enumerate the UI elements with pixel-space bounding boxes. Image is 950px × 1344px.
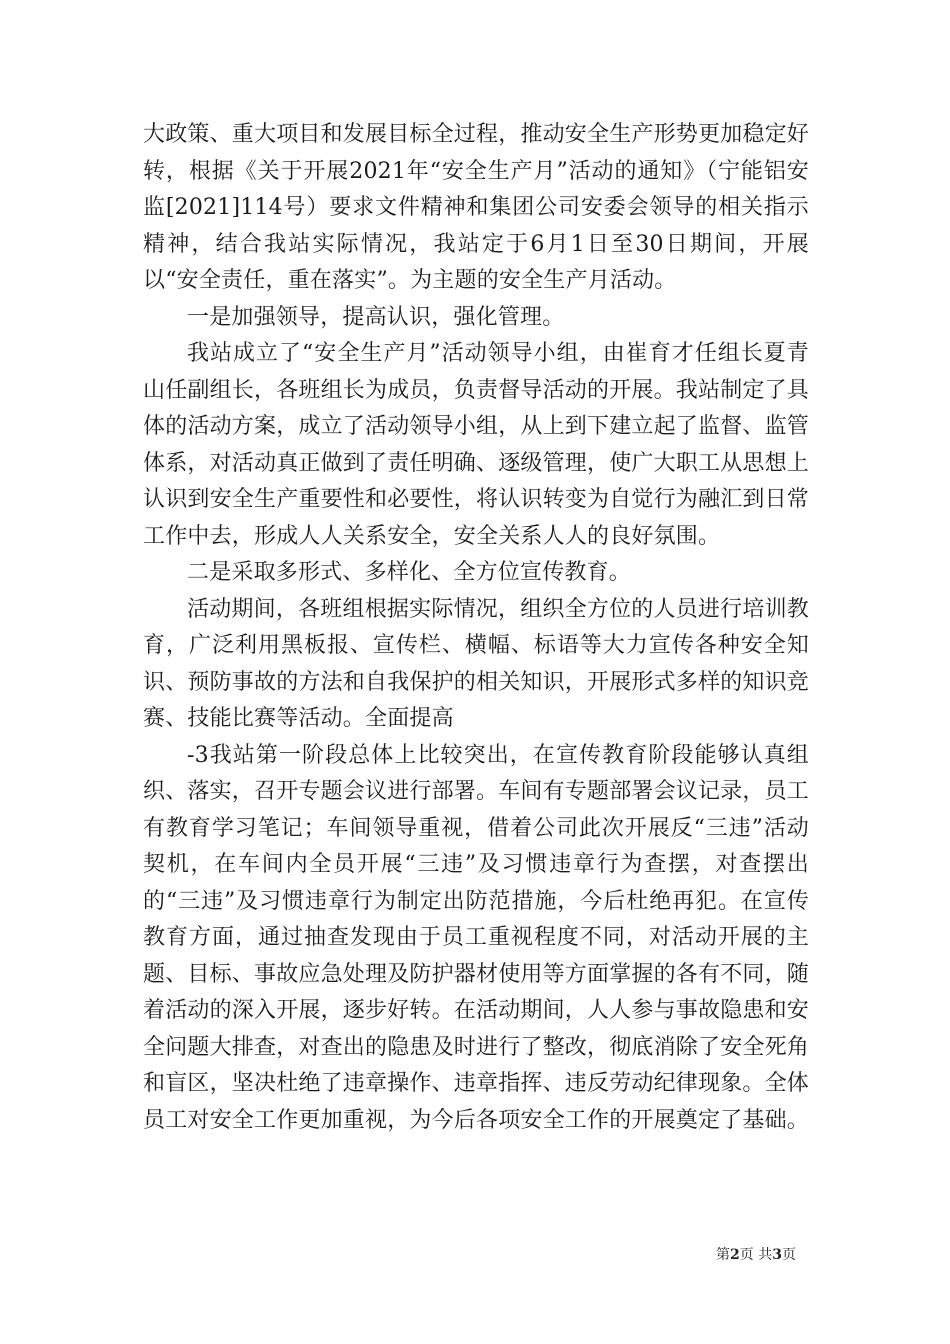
heading-section-two: 二是采取多形式、多样化、全方位宣传教育。 [187,560,632,585]
current-page-number: 2 [730,1247,740,1263]
footer-middle: 页 共 [739,1247,773,1263]
total-pages-number: 3 [772,1247,782,1263]
paragraph-stage-summary: -3我站第一阶段总体上比较突出，在宣传教育阶段能够认真组织、落实，召开专题会议进行部署。车间有专题部署会议记录，员工有教育学习笔记；车间领导重视，借着公司此次开展反“三违”活动契机，在车间内全员开展“三违”及习惯违章行为查摆，对查摆出的“三违”及习惯违章行为制定出防范措施，今后杜绝再犯。在宣传教育方面，通过抽查发现由于员工重视程度不同，对活动开展的主题、目标、事故应急处理及防护器材使用等方面掌握的各有不同，随着活动的深入开展，逐步好转。在活动期间，人人参与事故隐患和安全问题大排查，对查出的隐患及时进行了整改，彻底消除了安全死角和盲区，坚决杜绝了违章操作、违章指挥、违反劳动纪律现象。全体员工对安全工作更加重视，为今后各项安全工作的开展奠定了基础。 [143,742,810,1133]
heading-section-one: 一是加强领导，提高认识，强化管理。 [187,304,565,330]
footer-suffix: 页 [781,1247,796,1263]
paragraph-intro: 大政策、重大项目和发展目标全过程，推动安全生产形势更加稳定好转，根据《关于开展2021年“安全生产月”活动的通知》（宁能铝安监[2021]114号）要求文件精神和集团公司安委会领导的相关指示精神，结合我站实际情况，我站定于6月1日至30日期间，开展以“安全责任，重在落实”。为主题的安全生产月活动。 [143,122,810,293]
page-footer [716,1245,796,1265]
paragraph-section-two: 活动期间，各班组根据实际情况，组织全方位的人员进行培训教育，广泛利用黑板报、宣传栏、横幅、标语等大力宣传各种安全知识、预防事故的方法和自我保护的相关知识，开展形式多样的知识竞赛、技能比赛等活动。全面提高 [143,596,810,731]
document-body [143,117,809,1139]
paragraph-section-one: 我站成立了“安全生产月”活动领导小组，由崔育才任组长夏青山任副组长，各班组长为成员，负责督导活动的开展。我站制定了具体的活动方案，成立了活动领导小组，从上到下建立起了监督、监管体系，对活动真正做到了责任明确、逐级管理，使广大职工从思想上认识到安全生产重要性和必要性，将认识转变为自觉行为融汇到日常工作中去，形成人人关系安全，安全关系人人的良好氛围。 [143,341,810,549]
footer-prefix: 第 [716,1247,730,1263]
